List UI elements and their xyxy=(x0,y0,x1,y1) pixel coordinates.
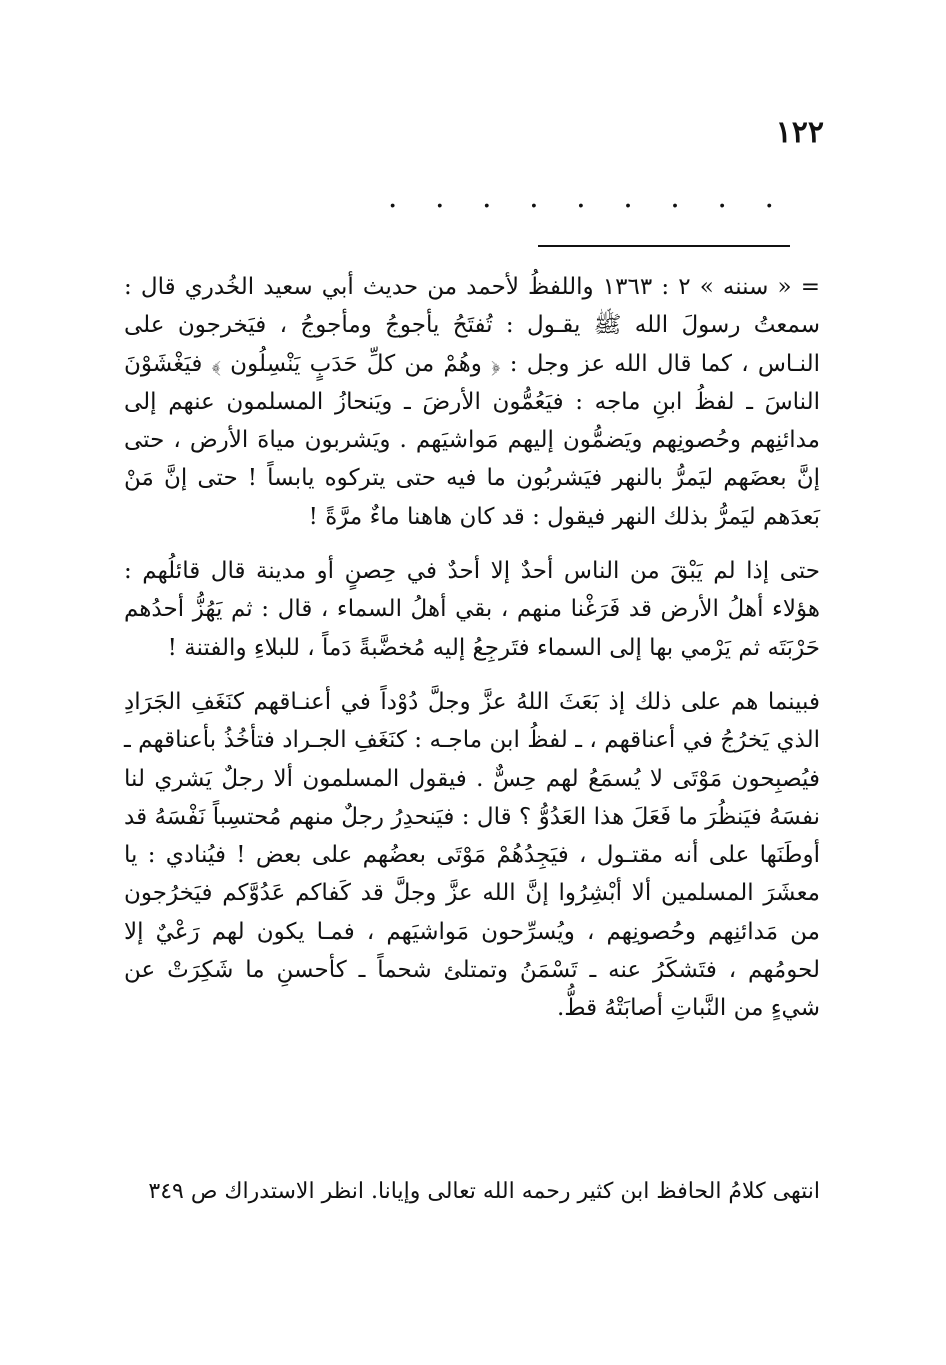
closing-note: انتهى كلامُ الحافظ ابن كثير رحمه الله تعالى وإيانا. انظر الاستدراك ص ٣٤٩ xyxy=(148,1179,820,1204)
paragraph-2: حتى إذا لم يَبْقَ من الناس أحدٌ إلا أحدٌ في حِصنٍ أو مدينة قال قائلُهم : هؤلاء أهلُ الأرض قد فَرَغْنا منهم ، بقي أهلُ السماء ، قال : ثم يَهُزُّ أحدُهم حَرْبَتَه ثم يَرْمي بها إلى السماء فتَرجِعُ إليه مُخضَّبةً دَماً ، للبلاءِ والفتنة ! xyxy=(124,558,820,661)
paragraph-3: فبينما هم على ذلك إذ بَعَثَ اللهُ عزَّ وجلَّ دُوْداً في أعنـاقهم كنَغَفِ الجَرَادِ الذي يَخرُجُ في أعناقهم ، ـ لفظُ ابن ماجـه : كنَغَفِ الجـراد فتأخُذُ بأعناقهم ـ فيُصبِحون مَوْتَى لا يُسمَعُ لهم حِسٌّ . فيقول المسلمون ألا رجلٌ يَشري لنا نفسَهُ فيَنظُرَ ما فَعَلَ هذا العَدُوُّ ؟ قال : فيَنحدِرُ رجلٌ منهم مُحتسِباً نَفْسَهُ قد أوطَنَها على أنه مقتـول ، فيَجِدُهُمْ مَوْتَى بعضُهم على بعض ! فيُنادي : يا معشَرَ المسلمين ألا أبْشِرُوا إنَّ الله عزَّ وجلَّ قد كَفاكم عَدُوَّكم فيَخرُجون من مَدائنِهم وحُصونِهم ، ويُسرِّحون مَواشيَهم ، فمـا يكون لهم رَعْيٌ إلا لحومُهم ، فتَشكَرُ عنه ـ تَسْمَنُ وتمتلئ شحماً ـ كأحسنِ ما شَكِرَتْ عن شيءٍ من النَّباتِ أصابَتْهُ قطُّ. xyxy=(124,688,820,1022)
ellipsis-separator: . . . . . . . . . xyxy=(387,180,788,215)
paragraph-1: = « سننه » ٢ : ١٣٦٣ واللفظُ لأحمد من حديث أبي سعيد الخُدري قال : سمعتُ رسولَ الله ﷺ يقـول : تُفتَحُ يأجوجُ ومأجوجُ ، فيَخرجون على النـاس ، كما قال الله عز وجل : ﴿ وهُمْ من كلِّ حَدَبٍ يَنْسِلُون ﴾ فيَغْشَوْنَ الناسَ ـ لفظُ ابنِ ماجه : فيَعُمُّون الأرضَ ـ ويَنحازُ المسلمون عنهم إلى مدائنِهم وحُصونِهم ويَضمُّون إليهم مَواشيَهم . ويَشربون مياهَ الأرض ، حتى إنَّ بعضَهم ليَمرُّ بالنهر فيَشربُون ما فيه حتى يتركوه يابساً ! حتى إنَّ مَنْ بَعدَهم ليَمرُّ بذلك النهر فيقول : قد كان هاهنا ماءٌ مرَّةً ! xyxy=(124,274,820,530)
page-number: ١٢٢ xyxy=(775,115,824,150)
footnote-rule xyxy=(538,245,790,247)
footnote-body xyxy=(124,268,820,1028)
